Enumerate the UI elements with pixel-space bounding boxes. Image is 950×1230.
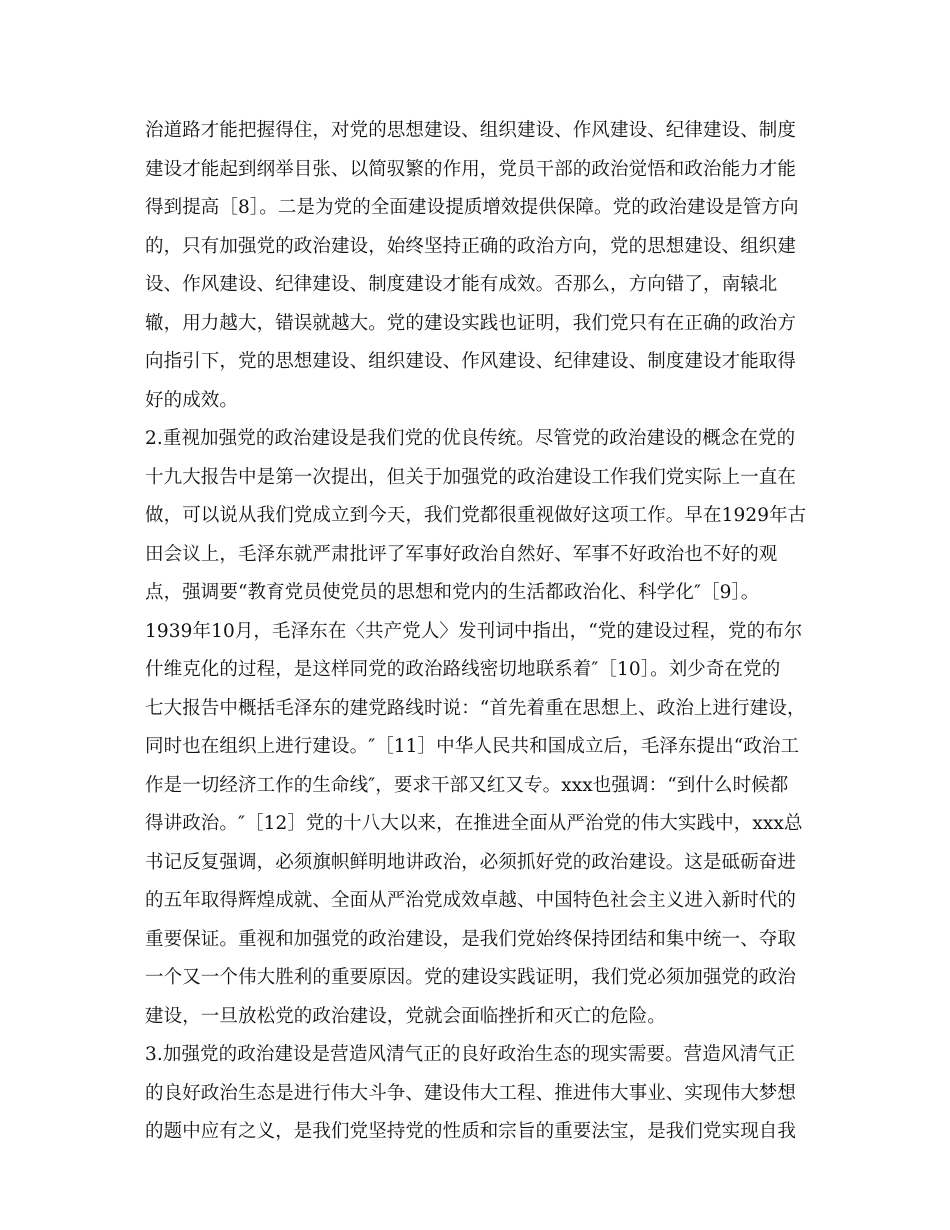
- text-line: 做，可以说从我们党成立到今天，我们党都很重视做好这项工作。早在1929年古: [145, 505, 807, 526]
- text-line: 2.重视加强党的政治建设是我们党的优良传统。尽管党的政治建设的概念在党的: [145, 428, 796, 449]
- text-line: 同时也在组织上进行建设。″［11］中华人民共和国成立后，毛泽东提出“政治工: [145, 736, 800, 757]
- text-line: 治道路才能把握得住，对党的思想建设、组织建设、作风建设、纪律建设、制度: [145, 120, 797, 141]
- text-line: 的良好政治生态是进行伟大斗争、建设伟大工程、推进伟大事业、实现伟大梦想: [145, 1082, 797, 1104]
- text-line: 建设，一旦放松党的政治建设，党就会面临挫折和灭亡的危险。: [145, 1005, 666, 1027]
- text-line: 好的成效。: [145, 389, 239, 411]
- text-line: 向指引下，党的思想建设、组织建设、作风建设、纪律建设、制度建设才能取得: [145, 351, 797, 372]
- text-line: 设、作风建设、纪律建设、制度建设才能有成效。否那么，方向错了，南辕北: [145, 274, 778, 295]
- text-line: 建设才能起到纲举目张、以简驭繁的作用，党员干部的政治觉悟和政治能力才能: [145, 158, 797, 180]
- text-line: 田会议上，毛泽东就严肃批评了军事好政治自然好、军事不好政治也不好的观: [145, 543, 778, 565]
- text-line: 的五年取得辉煌成就、全面从严治党成效卓越、中国特色社会主义进入新时代的: [145, 890, 797, 911]
- text-line: 书记反复强调，必须旗帜鲜明地讲政治，必须抓好党的政治建设。这是砥砺奋进: [145, 851, 797, 873]
- body-text: [145, 112, 813, 1152]
- text-line: 十九大报告中是第一次提出，但关于加强党的政治建设工作我们党实际上一直在: [145, 466, 797, 488]
- text-line: 作是一切经济工作的生命线″，要求干部又红又专。xxx也强调：“到什么时候都: [145, 774, 789, 796]
- text-line: 的，只有加强党的政治建设，始终坚持正确的政治方向，党的思想建设、组织建: [145, 235, 797, 257]
- text-line: 一个又一个伟大胜利的重要原因。党的建设实践证明，我们党必须加强党的政治: [145, 967, 797, 988]
- text-line: 1939年10月，毛泽东在〈共产党人〉发刊词中指出，“党的建设过程，党的布尔: [145, 620, 803, 642]
- text-line: 点，强调要“教育党员使党员的思想和党内的生活都政治化、科学化″［9］。: [145, 582, 760, 603]
- text-line: 七大报告中概括毛泽东的建党路线时说：“首先着重在思想上、政治上进行建设，: [145, 697, 806, 719]
- text-line: 辙，用力越大，错误就越大。党的建设实践也证明，我们党只有在正确的政治方: [145, 312, 797, 334]
- text-line: 重要保证。重视和加强党的政治建设，是我们党始终保持团结和集中统一、夺取: [145, 928, 797, 950]
- text-line: 的题中应有之义，是我们党坚持党的性质和宗旨的重要法宝，是我们党实现自我: [145, 1121, 797, 1142]
- text-line: 3.加强党的政治建设是营造风清气正的良好政治生态的现实需要。营造风清气正: [145, 1044, 796, 1065]
- text-line: 什维克化的过程，是这样同党的政治路线密切地联系着″［10］。刘少奇在党的: [145, 659, 781, 680]
- text-line: 得讲政治。″［12］党的十八大以来，在推进全面从严治党的伟大实践中，xxx总: [145, 813, 803, 834]
- text-line: 得到提高［8］。二是为党的全面建设提质增效提供保障。党的政治建设是管方向: [145, 197, 799, 218]
